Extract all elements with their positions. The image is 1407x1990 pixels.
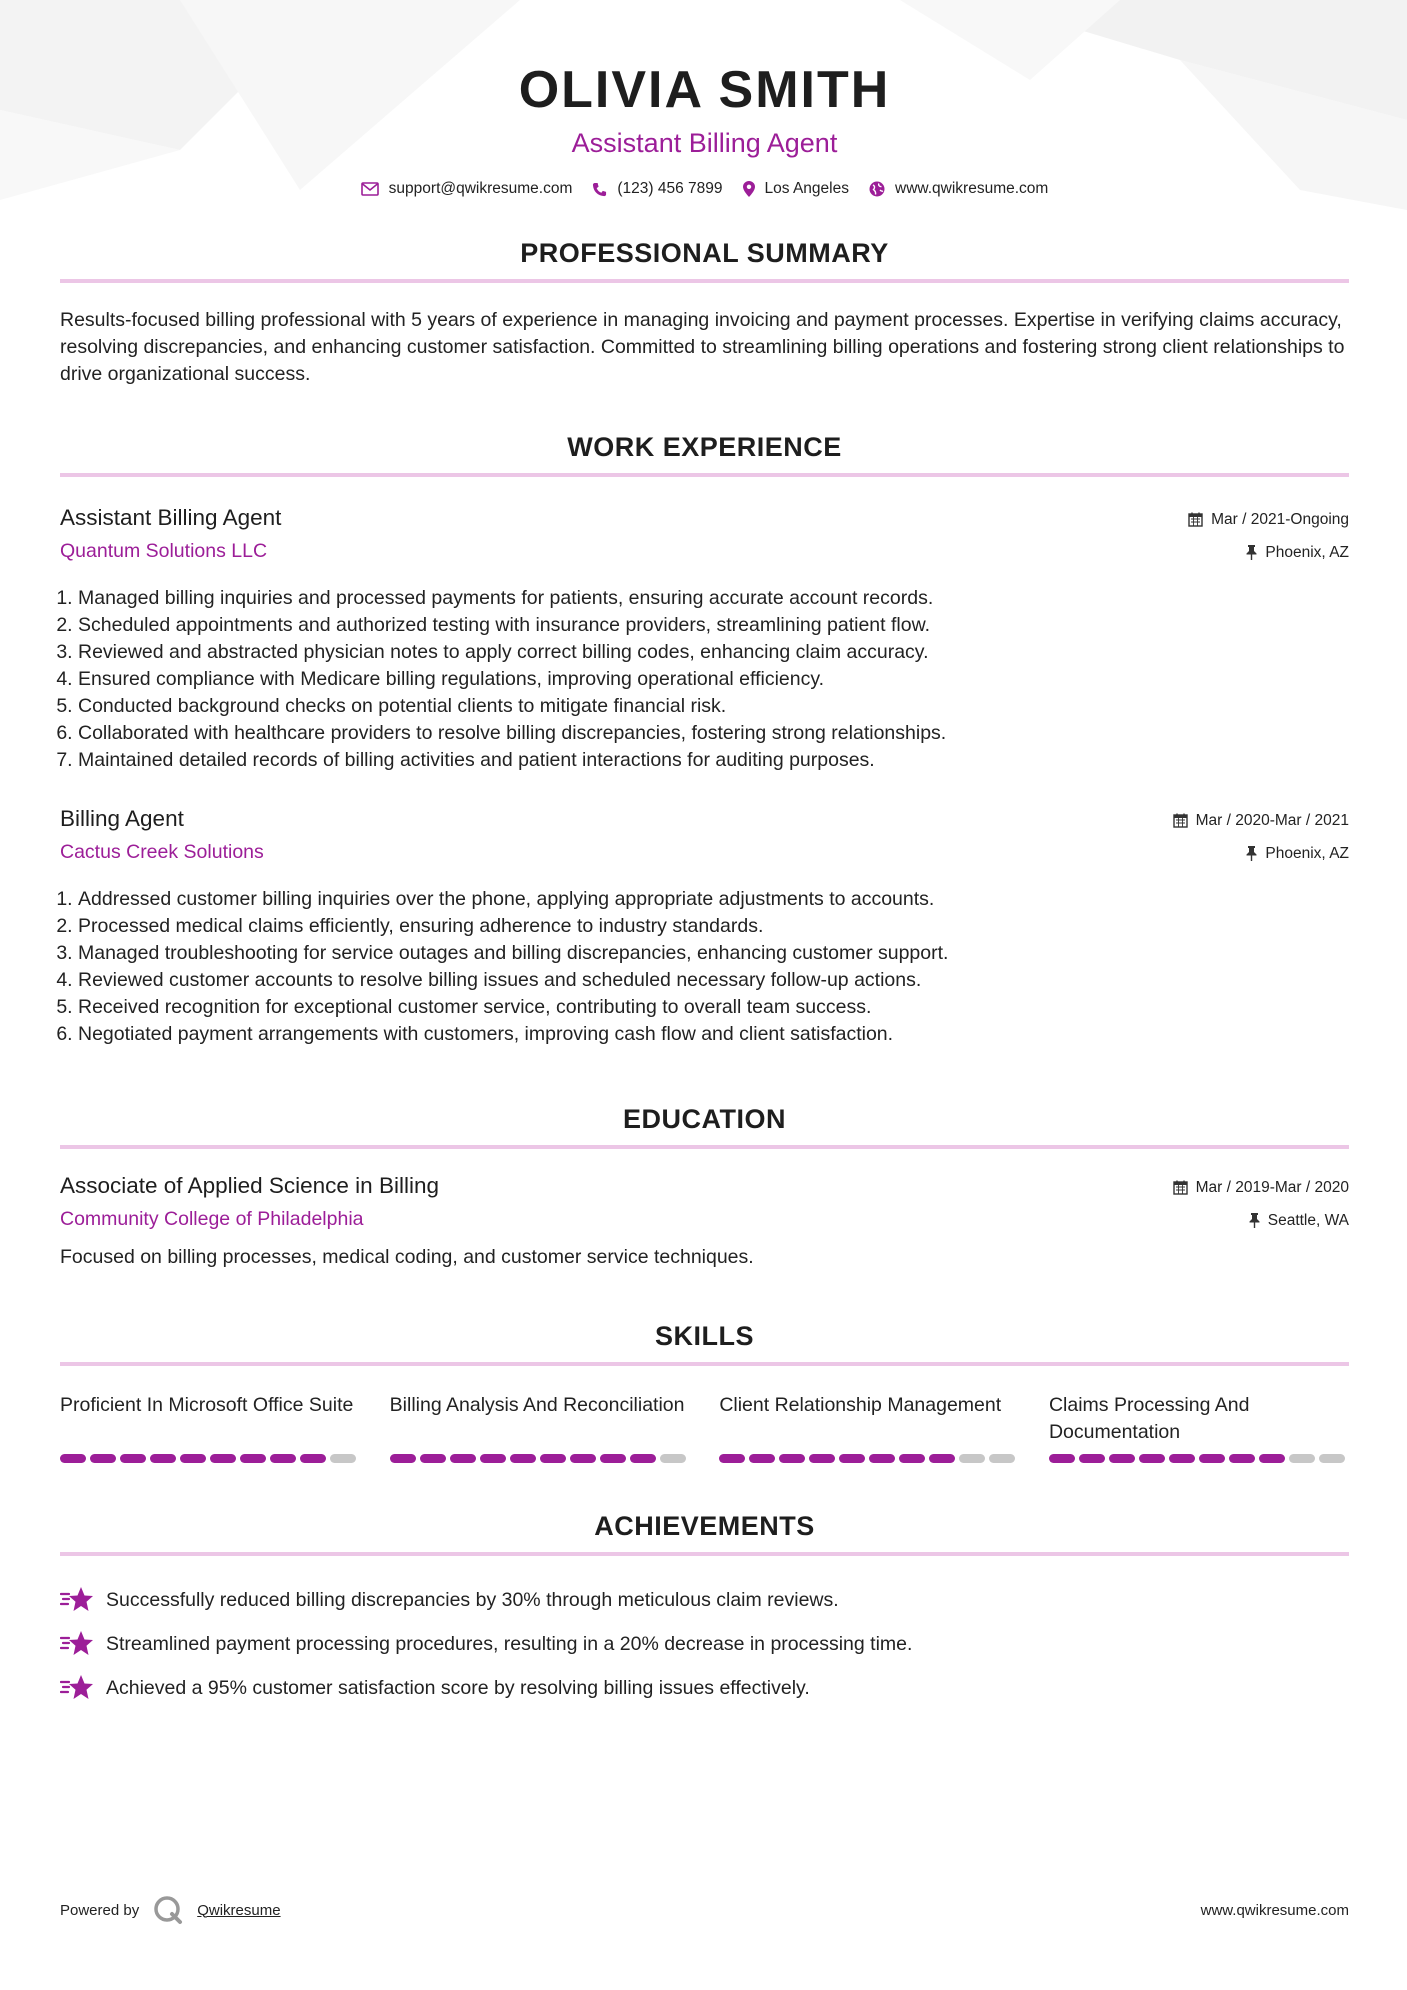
powered-by	[60, 1895, 281, 1925]
email-text: support@qwikresume.com	[388, 180, 573, 197]
summary-text: Results-focused billing professional with 5 years of experience in managing invoicing and payment processes. Expertise in verifying claims accuracy, resolving discrepancies, and enhancing customer satisfaction. Committed to streamlining billing operations and fostering strong client relationships to drive organizational success.	[60, 309, 1345, 385]
education-entry	[60, 1171, 1349, 1271]
skill-segment-filled	[210, 1454, 236, 1463]
skill-segment-filled	[60, 1454, 86, 1463]
education-section	[60, 1104, 1349, 1271]
skill-segment-filled	[480, 1454, 506, 1463]
star-icon	[60, 1586, 94, 1614]
skill-segment-filled	[510, 1454, 536, 1463]
resume-page	[60, 0, 1349, 1710]
job-company: Cactus Creek Solutions	[60, 841, 264, 863]
skill-name: Client Relationship Management	[719, 1394, 1002, 1416]
duty-item: 2. Scheduled appointments and authorized testing with insurance providers, streamlining patient flow.	[78, 612, 1349, 639]
job-dates-text: Mar / 2020-Mar / 2021	[1195, 811, 1349, 829]
job-entry	[60, 503, 1349, 774]
skill-item	[390, 1392, 690, 1463]
envelope-icon	[361, 182, 379, 196]
duty-item: 3. Reviewed and abstracted physician notes to apply correct billing codes, enhancing claim accuracy.	[78, 639, 1349, 666]
achievement-item	[60, 1622, 1349, 1666]
calendar-icon	[1173, 813, 1188, 828]
skill-segment-filled	[929, 1454, 955, 1463]
achievement-text: Streamlined payment processing procedures, resulting in a 20% decrease in processing time.	[106, 1632, 913, 1655]
skill-segment-empty	[1289, 1454, 1315, 1463]
summary-heading: PROFESSIONAL SUMMARY	[60, 238, 1349, 283]
job-dates-text: Mar / 2021-Ongoing	[1211, 510, 1349, 528]
summary-section	[60, 238, 1349, 388]
star-icon	[60, 1630, 94, 1658]
duty-item: 5. Conducted background checks on potential clients to mitigate financial risk.	[78, 693, 1349, 720]
education-location-text: Seattle, WA	[1267, 1211, 1349, 1229]
achievement-item	[60, 1666, 1349, 1710]
skill-segment-filled	[570, 1454, 596, 1463]
skill-segment-filled	[1109, 1454, 1135, 1463]
skill-segment-filled	[1169, 1454, 1195, 1463]
skill-segment-empty	[989, 1454, 1015, 1463]
duty-item: 6. Collaborated with healthcare providers to resolve billing discrepancies, fostering strong relationships.	[78, 720, 1349, 747]
job-company: Quantum Solutions LLC	[60, 540, 268, 562]
qwikresume-logo-icon	[153, 1895, 183, 1925]
skill-segment-filled	[1139, 1454, 1165, 1463]
degree-title: Associate of Applied Science in Billing	[60, 1173, 439, 1198]
skill-segment-filled	[630, 1454, 656, 1463]
job-role: Billing Agent	[60, 806, 184, 831]
skill-segment-filled	[1229, 1454, 1255, 1463]
pushpin-icon	[1246, 545, 1257, 560]
skill-item	[60, 1392, 360, 1463]
experience-heading: WORK EXPERIENCE	[60, 432, 1349, 477]
achievements-heading: ACHIEVEMENTS	[60, 1511, 1349, 1556]
calendar-icon	[1188, 512, 1203, 527]
duty-item: 6. Negotiated payment arrangements with customers, improving cash flow and client satisfaction.	[78, 1021, 1349, 1048]
skill-segment-filled	[779, 1454, 805, 1463]
duty-item: 7. Maintained detailed records of billing activities and patient interactions for auditing purposes.	[78, 747, 1349, 774]
skill-segment-filled	[240, 1454, 266, 1463]
candidate-name: OLIVIA SMITH	[518, 61, 891, 119]
skill-segment-filled	[1079, 1454, 1105, 1463]
map-pin-icon	[743, 181, 755, 197]
skills-grid	[60, 1392, 1349, 1463]
skill-level-bar	[1049, 1454, 1349, 1463]
page-footer	[60, 1895, 1349, 1925]
pushpin-icon	[1249, 1213, 1260, 1228]
duty-item: 1. Addressed customer billing inquiries over the phone, applying appropriate adjustments to accounts.	[78, 886, 1349, 913]
skill-segment-filled	[420, 1454, 446, 1463]
duty-item: 2. Processed medical claims efficiently, ensuring adherence to industry standards.	[78, 913, 1349, 940]
contact-location	[743, 180, 849, 198]
job-dates	[1188, 503, 1349, 536]
contact-website[interactable]	[869, 180, 1048, 198]
education-heading: EDUCATION	[60, 1104, 1349, 1149]
skill-segment-filled	[390, 1454, 416, 1463]
skill-item	[719, 1392, 1019, 1463]
skill-segment-filled	[1049, 1454, 1075, 1463]
candidate-title: Assistant Billing Agent	[571, 128, 838, 158]
duty-item: 1. Managed billing inquiries and processed payments for patients, ensuring accurate account records.	[78, 585, 1349, 612]
job-location-text: Phoenix, AZ	[1265, 844, 1349, 862]
skill-segment-filled	[749, 1454, 775, 1463]
education-location	[1173, 1204, 1349, 1237]
skill-segment-filled	[540, 1454, 566, 1463]
duty-item: 5. Received recognition for exceptional customer service, contributing to overall team success.	[78, 994, 1349, 1021]
skill-segment-filled	[839, 1454, 865, 1463]
location-text: Los Angeles	[764, 180, 849, 197]
phone-icon	[592, 182, 607, 197]
skills-heading: SKILLS	[60, 1321, 1349, 1366]
resume-header	[60, 0, 1349, 198]
skill-segment-filled	[270, 1454, 296, 1463]
education-dates	[1173, 1171, 1349, 1204]
job-location-text: Phoenix, AZ	[1265, 543, 1349, 561]
skill-name: Claims Processing And Documentation	[1048, 1394, 1250, 1443]
skill-level-bar	[719, 1454, 1019, 1463]
education-description: Focused on billing processes, medical coding, and customer service techniques.	[60, 1246, 754, 1268]
skill-name: Proficient In Microsoft Office Suite	[60, 1394, 354, 1416]
contact-phone[interactable]	[592, 180, 722, 198]
skill-segment-filled	[719, 1454, 745, 1463]
calendar-icon	[1173, 1180, 1188, 1195]
skill-segment-filled	[809, 1454, 835, 1463]
footer-website[interactable]: www.qwikresume.com	[1200, 1901, 1349, 1919]
skill-segment-filled	[450, 1454, 476, 1463]
skill-name: Billing Analysis And Reconciliation	[389, 1394, 685, 1416]
skill-segment-empty	[959, 1454, 985, 1463]
skill-level-bar	[60, 1454, 360, 1463]
skill-segment-filled	[899, 1454, 925, 1463]
job-duties-list	[60, 886, 1349, 1048]
school-name: Community College of Philadelphia	[60, 1208, 364, 1230]
skill-item	[1049, 1392, 1349, 1463]
star-icon	[60, 1674, 94, 1702]
skill-segment-filled	[1259, 1454, 1285, 1463]
phone-text: (123) 456 7899	[617, 180, 723, 197]
skill-segment-empty	[330, 1454, 356, 1463]
skill-segment-filled	[90, 1454, 116, 1463]
skill-segment-filled	[180, 1454, 206, 1463]
job-duties-list	[60, 585, 1349, 774]
achievements-list	[60, 1578, 1349, 1710]
achievements-section	[60, 1511, 1349, 1710]
contact-row	[60, 180, 1349, 198]
achievement-text: Achieved a 95% customer satisfaction score by resolving billing issues effectively.	[106, 1676, 810, 1699]
job-location	[1173, 837, 1349, 870]
contact-email[interactable]	[361, 180, 573, 198]
skills-section	[60, 1321, 1349, 1463]
duty-item: 3. Managed troubleshooting for service outages and billing discrepancies, enhancing customer support.	[78, 940, 1349, 967]
website-text: www.qwikresume.com	[895, 180, 1049, 197]
skill-segment-filled	[300, 1454, 326, 1463]
duty-item: 4. Reviewed customer accounts to resolve billing issues and scheduled necessary follow-up actions.	[78, 967, 1349, 994]
duty-item: 4. Ensured compliance with Medicare billing regulations, improving operational efficiency.	[78, 666, 1349, 693]
achievement-item	[60, 1578, 1349, 1622]
skill-level-bar	[390, 1454, 690, 1463]
globe-icon	[869, 181, 885, 197]
powered-by-label: Powered by	[60, 1901, 140, 1919]
education-dates-text: Mar / 2019-Mar / 2020	[1195, 1178, 1349, 1196]
skill-segment-empty	[660, 1454, 686, 1463]
skill-segment-filled	[120, 1454, 146, 1463]
job-role: Assistant Billing Agent	[60, 505, 282, 530]
brand-link[interactable]: Qwikresume	[197, 1901, 281, 1919]
skill-segment-filled	[150, 1454, 176, 1463]
skill-segment-empty	[1319, 1454, 1345, 1463]
skill-segment-filled	[600, 1454, 626, 1463]
pushpin-icon	[1246, 846, 1257, 861]
achievement-text: Successfully reduced billing discrepancies by 30% through meticulous claim reviews.	[106, 1588, 839, 1611]
skill-segment-filled	[1199, 1454, 1225, 1463]
skill-segment-filled	[869, 1454, 895, 1463]
job-dates	[1173, 804, 1349, 837]
experience-section	[60, 432, 1349, 1048]
job-location	[1188, 536, 1349, 569]
job-entry	[60, 804, 1349, 1048]
